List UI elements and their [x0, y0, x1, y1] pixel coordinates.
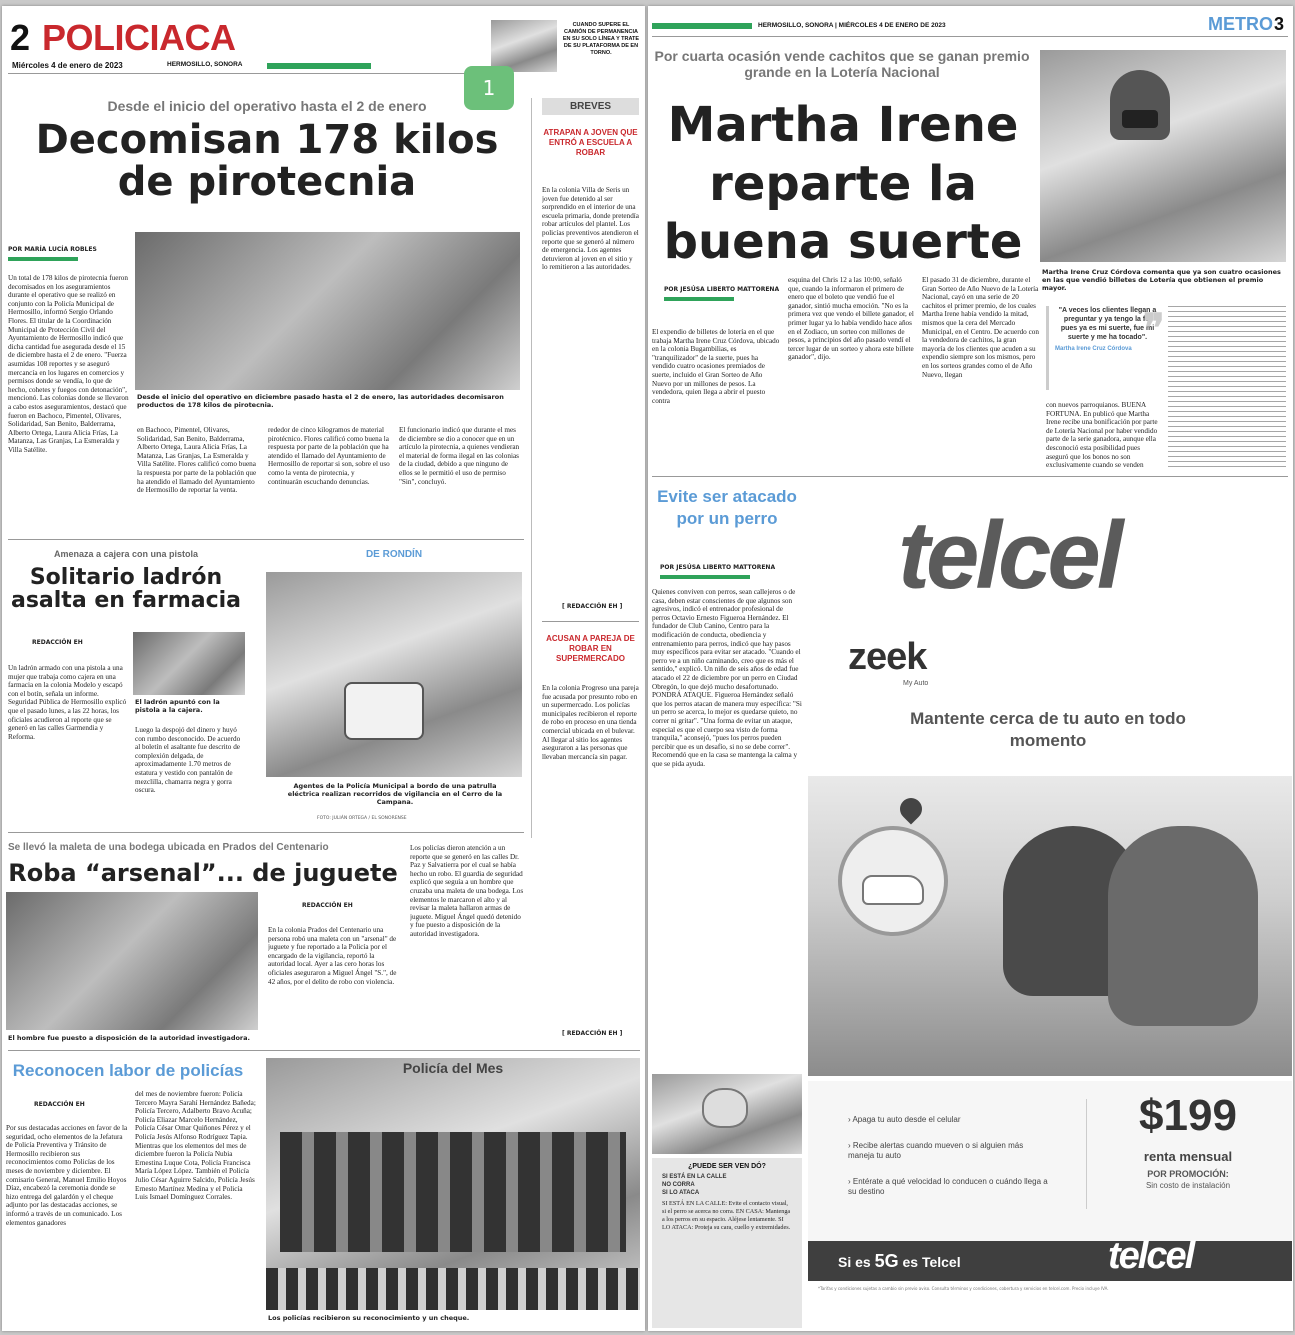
body-martha-col1: El expendio de billetes de lotería en el que trabaja Martha Irene Cruz Córdova, ubicado en la colonia Bugambilias, es "tranquilizador" de la suerte, pues ha vendido cuatro ocasiones premiados de suerte, incluido el Gran Sorteo de Año Nuevo por un millones de pesos. La vendedora, quien llega a abrir el puesto contra [652, 328, 780, 405]
caption-rondin: Agentes de la Policía Municipal a bordo de una patrulla eléctrica realizan recorridos de vigilancia en el Cerro de la Campana. [287, 782, 503, 806]
headline-perro: Evite ser atacado por un perro [657, 487, 797, 528]
tips-box-title: ¿PUEDE SER VEN DÓ? [688, 1163, 766, 1170]
headline-pirotecnia: Decomisan 178 kilos de pirotecnia [35, 117, 499, 205]
photo-policias[interactable] [266, 1058, 640, 1310]
byline-martha: POR JESÚSA LIBERTO MATTORENA [664, 276, 784, 301]
body-pirotecnia-col3: rededor de cinco kilogramos de material pirotécnico. Flores calificó como buena la respuesta por parte de la población que ha atendido el llamado del Ayuntamiento de Hermosillo de reportar si son, sobre el uso como la venta de pirotecnia, y continuarán escuchando denuncias. [268, 426, 390, 486]
body-policias-col2: del mes de noviembre fueron: Policía Tercero Mayra Sarahí Hernández Bañeda; Policía Tercero, Adalberto Bravo Acuña; Policía Eliazar Marcelo Hernández, Policía César Omar Quiñones Pérez y el Policía Jesús Alfonso Rodríguez Tapia. Mientras que los elementos del mes de diciembre fueron la Policía Nubia Ernestina Luque Cota, Policía Francisca María López López. También el Policía Julio César Aguirre Salcido, Policía Jesús Ernesto Martínez Medina y el Policía Luis Ismael Domínguez Corrales. [135, 1090, 256, 1202]
zeek-logo: zeek [848, 636, 927, 678]
left-page [2, 6, 645, 1331]
kicker-arsenal: Se llevó la maleta de una bodega ubicada en Prados del Centenario [8, 842, 329, 853]
body-pirotecnia-col4: El funcionario indicó que durante el mes de diciembre se dio a conocer que en un artículo la pirotecnia, a quienes vendieran el material de forma ilegal en las colonias de la ciudad, debido a que ninguno de ellos se le permitió el uso de permiso "Sin", concluyó. [399, 426, 520, 486]
car-shape [862, 875, 924, 905]
rondin-title: DE RONDÍN [365, 549, 423, 560]
web-link-left[interactable] [267, 63, 371, 69]
tips-item-1: SI ESTÁ EN LA CALLE [662, 1174, 727, 1180]
feature-3: › Entérate a qué velocidad lo conducen o cuándo llega a su destino [848, 1177, 1048, 1196]
byline-farmacia: REDACCIÓN EH [32, 639, 83, 646]
body-perro: Quienes conviven con perros, sean callejeros o de casa, deben estar conscientes de que algunos son agresivos, indicó el entrenador profesional de perros Octavio Ernesto Figueroa Hernández. El fundador de Club Canino, Centro para la modificación de conducta, obediencia y entrenamiento para perros, indicó que hay pasos muy específicos para evitar ser atacado. "Cuando el perro ve a un niño caminando, creo que es más el sentido," explicó. Un niño de seis años de edad fue atacado el 22 de diciembre por un perro en Ciudad Obregón, lo que dejó mucho desafortunado. PONDRÁ ATAQUE. Figueroa Hernández señaló que los perros atacan de manera muy específica: "Si un perro se acerca, lo mejor es quedarse quieto, no correr ni gritar". "Una forma de evitar un ataque, especial es que el cuerpo sea visto de forma tranquila," aconsejó, "pues los perros pueden percibir que es un desafío, si no se debe correr". Recomendó que en la casa se mantenga la calma y que se pida ayuda. [652, 588, 802, 768]
headline-policias: Reconocen labor de policías [12, 1061, 244, 1080]
photo-martha[interactable] [1040, 50, 1286, 262]
ad-features-panel [808, 1081, 1292, 1241]
woman-figure-shape [1110, 70, 1170, 140]
ad-price: $199 [1139, 1091, 1237, 1140]
telcel-ad[interactable] [808, 486, 1292, 1331]
ad-footer-band [808, 1235, 1292, 1281]
telcel-logo: telcel [898, 502, 1120, 609]
mask-shape [1122, 110, 1158, 128]
byline-policias: REDACCIÓN EH [34, 1101, 85, 1108]
plants-shape [266, 1268, 640, 1310]
page-number-left: 2 [10, 17, 31, 58]
tips-item-2: NO CORRA [662, 1182, 695, 1188]
photo-arsenal[interactable] [6, 892, 258, 1030]
caption-arsenal: El hombre fue puesto a disposición de la autoridad investigadora. [8, 1034, 250, 1042]
officers-group-shape [280, 1132, 626, 1252]
perro-tips-box [652, 1158, 802, 1328]
feature-1: › Apaga tu auto desde el celular [848, 1115, 961, 1124]
breves-headline-1: ATRAPAN A JOVEN QUE ENTRÓ A ESCUELA A ROBAR [543, 128, 638, 157]
ad-price-label: renta mensual [1143, 1149, 1233, 1164]
page-number-right: 3 [1274, 14, 1285, 34]
body-pirotecnia-lead: Un total de 178 kilos de pirotecnia fueron decomisados en los aseguramientos durante el operativo que se realizó en conjunto con la Policía Municipal de Hermosillo, informó Sergio Orlando Flores. El titular de la Coordinación Municipal de Protección Civil del Ayuntamiento de Hermosillo indicó que dicha cantidad fue asegurada desde el 15 de diciembre hasta el 2 de enero. "Fuerza asumidas 108 reportes y se aseguró mercancía en los lugares en comercios y permisos donde se vendía, lo que de hecho, cohetes y fuegos con detonación", mencionó. Las colonias donde se llevaron a cabo estos aseguramientos, destacó que fueron en Bachoco, Pimentel, Olivares, Solidaridad, San Benito, Balderrama, Alberto Ortega, Laura Alicia Frías, La Matanza, Las Granjas, La Esmeralda y Villa Satélite. [8, 274, 129, 454]
body-martha-col3: El pasado 31 de diciembre, durante el Gran Sorteo de Año Nuevo de la Lotería Nacional, cayó en una serie de 20 cachitos el primer premio, de los cuales Martha Irene había vendido la mitad, mismos que la cera del Mercado Municipal, en el Centro. De acuerdo con la vendedora de cachitos, la gran mayoría de los clientes que acuden a su expendio siempre son los mismos, pero en los sorteos grandes como el de Año Nuevo, llegan [922, 276, 1039, 379]
body-farmacia-col2: Luego la despojó del dinero y huyó con rumbo desconocido. De acuerdo al boletín el asaltante fue descrito de complexión delgada, de aproximadamente 1.70 metros de estatura y vestido con pantalón de mezclilla, chamarra negra y gorra oscura. [135, 726, 241, 795]
byline-perro: POR JESÚSA LIBERTO MATTORENA [660, 554, 800, 579]
headline-arsenal: Roba “arsenal”... de juguete [8, 859, 398, 887]
caption-farmacia: El ladrón apuntó con la pistola a la cajera. [135, 698, 220, 714]
ad-promo-sub: Sin costo de instalación [1145, 1181, 1231, 1190]
photo-farmacia[interactable] [133, 632, 245, 695]
date-line-right: HERMOSILLO, SONORA | MIÉRCOLES 4 DE ENERO DE 2023 [758, 22, 946, 29]
caption-policias: Los policías recibieron su reconocimiento y un cheque. [268, 1314, 470, 1322]
comment-badge[interactable]: 1 [464, 66, 514, 110]
promo-text: CUANDO SUPERE EL CAMIÓN DE PERMANENCIA EN SU SOLO LÍNEA Y TRATE DE SU PLATAFORMA DE EN TORNO. [562, 22, 640, 56]
body-martha-col4a: con nuevos parroquianos. BUENA FORTUNA. En publicó que Martha Irene recibe una bonificación por parte de Lotería Nacional por haber vendido parte de la serie ganadora, aunque ella desconoció esta posibilidad pues aseguró que los bonos no son exclusivamente cuando se venden [1046, 401, 1158, 470]
photo-rondin[interactable] [266, 572, 522, 777]
photo-perro[interactable] [652, 1074, 802, 1154]
pull-quote-author: Martha Irene Cruz Córdova [1055, 346, 1132, 352]
byline-pirotecnia: POR MARÍA LUCÍA ROBLES [8, 236, 128, 261]
date-line-left: Miércoles 4 de enero de 2023 [12, 61, 123, 70]
breves-title: BREVES [542, 98, 639, 115]
pull-quote-text: "A veces los clientes llegan a preguntar y ya tengo la fe, pues ya es mi suerte, fue mi suerte y me ha tocado". [1058, 307, 1157, 341]
breves-text-1: En la colonia Villa de Seris un joven fue detenido al ser sorprendido en el interior de una escuela primaria, donde pretendía robar artículos del plantel. Los policías preventivos atendieron el reporte que se generó al número de emergencia. Los agentes detuvieron al joven en el sitio y lo remitieron a las autoridades. [542, 186, 639, 272]
ad-tagline: Mantente cerca de tu auto en todo momento [910, 709, 1186, 750]
body-martha-col2: esquina del Chris 12 a las 10:00, señaló que, cuando la informaron el primero de enero que el boleto que vendió fue el ganador, sintió mucha emoción. "No es la primera vez que vendo el billete ganador, el primer lugar ya lo había vendido hace años en el Zodiaco, un sorteo con millones de pesos, a principios del año pasado vendí el tercer lugar de un sorteo y ahora este billete ganador", dijo. [788, 276, 914, 362]
city-left: HERMOSILLO, SONORA [167, 61, 243, 68]
feature-2: › Recibe alertas cuando mueven o si alguien más maneja tu auto [848, 1141, 1024, 1160]
body-arsenal-col1: En la colonia Prados del Centenario una persona robó una maleta con un "arsenal" de juguete y fue reportado a la Policía por el encargado de la vigilancia, reportó la autoridad local. Ayer a las cero horas los oficiales aseguraron a Miguel Ángel "S.", de 42 años, por el delito de robo con violencia. [268, 926, 397, 986]
telcel-footer-logo: telcel [1108, 1235, 1194, 1277]
breves-credit-1: [ REDACCIÓN EH ] [562, 603, 623, 610]
section-title-metro: METRO [1208, 14, 1273, 34]
body-farmacia: Un ladrón armado con una pistola a una mujer que trabaja como cajera en una farmacia en la colonia Modelo y escapó con el botín, señala un informe. Seguridad Pública de Hermosillo explicó que el pasado lunes, a las 22 horas, los oficiales acudieron al reporte que se generó en las calles Garmendia y Reforma. [8, 664, 127, 741]
body-policias-col1: Por sus destacadas acciones en favor de la seguridad, ocho elementos de la Jefatura de Policía Preventiva y Tránsito de Hermosillo recibieron sus reconocimientos como Policías de los meses de noviembre y diciembre. El comisario General, Manuel Emilio Hoyos Díaz, encabezó la ceremonia donde se hizo entrega del galardón y el cheque adjunto por las destacadas acciones, se informó a través de un comunicado. Los elementos ganadores [6, 1124, 128, 1227]
headline-martha: Martha Irene reparte la buena suerte [663, 97, 1023, 271]
body-pirotecnia-col2: en Bachoco, Pimentel, Olivares, Solidaridad, San Benito, Balderrama, Alberto Ortega, Laura Alicia Frías, La Matanza, Las Granjas, La Esmeralda y Villa Satélite. Flores calificó como buena la respuesta por parte de la población que ha atendido el llamado del Ayuntamiento de Hermosillo de reportar la venta. [137, 426, 257, 495]
kicker-farmacia: Amenaza a cajera con una pistola [53, 549, 199, 559]
section-title-policiaca: POLICIACA [42, 17, 236, 58]
web-link-right[interactable] [652, 23, 752, 29]
photo-pirotecnia[interactable] [135, 232, 520, 390]
breves-text-2: En la colonia Progreso una pareja fue acusada por presunto robo en un supermercado. Los policías municipales recibieron el reporte de robo en proceso en una tienda comercial ubicada en el bulevar. Al llegar al sitio los agentes aseguraron a las personas que llevaban mercancía sin pagar. [542, 684, 639, 761]
quote-mark-icon: ❞ [1143, 307, 1165, 351]
body-arsenal-col2: Los policías dieron atención a un reporte que se generó en las calles Dr. Paz y Salvatierra por el cual se había hecho un robo. El guardia de seguridad explicó que seguía a un hombre que cruzaba una maleta de una bodega. Los elementos le marcaron el alto y al revisar la maleta hallaron armas de juguete. Miguel Ángel quedó detenido y fue puesto a disposición de la autoridad investigadora. [410, 844, 524, 938]
car-bubble [838, 826, 948, 936]
tips-box-text: SI ESTÁ EN LA CALLE: Evite el contacto visual, si el perro se acerca no corra. EN CASA: Mantenga a los perros en su espacio. Aléjese lentamente. SI LO ATACA: Proteja su cara, cuello y extremidades. [662, 1200, 791, 1231]
promo-image [491, 20, 557, 72]
tips-item-3: SI LO ATACA [662, 1190, 700, 1196]
breves-headline-2: ACUSAN A PAREJA DE ROBAR EN SUPERMERCADO [546, 634, 635, 663]
byline-arsenal: REDACCIÓN EH [302, 902, 353, 909]
body-martha-col5-texture [1168, 306, 1286, 470]
caption-martha: Martha Irene Cruz Córdova comenta que ya son cuatro ocasiones en las que vendió billetes de Lotería que obtienen el premio mayor. [1042, 268, 1281, 292]
banner-policia-del-mes: Policía del Mes [402, 1060, 504, 1076]
ad-promo: POR PROMOCIÓN: [1147, 1169, 1229, 1179]
kicker-martha: Por cuarta ocasión vende cachitos que se ganan premio grande en la Lotería Nacional [654, 48, 1030, 80]
dog-shape [702, 1088, 748, 1128]
ad-fineprint: *Tarifas y condiciones sujetas a cambio sin previo aviso. Consulta términos y condiciones, cobertura y servicios en telcel.com. Precio incluye IVA. [818, 1286, 1109, 1291]
woman-figure-shape-ad [1108, 826, 1258, 1026]
caption-pirotecnia: Desde el inicio del operativo en diciembre pasado hasta el 2 de enero, las autoridades decomisaron productos de 178 kilos de pirotecnia. [137, 393, 504, 409]
right-page [648, 6, 1293, 1331]
patrol-car-shape [344, 682, 424, 740]
ad-couple-photo [808, 776, 1292, 1076]
credit-rondin: FOTO: JULIÁN ORTEGA / EL SONORENSE [317, 816, 407, 821]
kicker-pirotecnia: Desde el inicio del operativo hasta el 2 de enero [107, 98, 427, 114]
breves-credit-2: [ REDACCIÓN EH ] [562, 1030, 623, 1037]
zeek-subtitle: My Auto [903, 680, 929, 687]
location-pin-icon [895, 793, 926, 824]
headline-farmacia: Solitario ladrón asalta en farmacia [10, 565, 242, 614]
ad-slogan: Si es 5G es Telcel [838, 1251, 961, 1271]
